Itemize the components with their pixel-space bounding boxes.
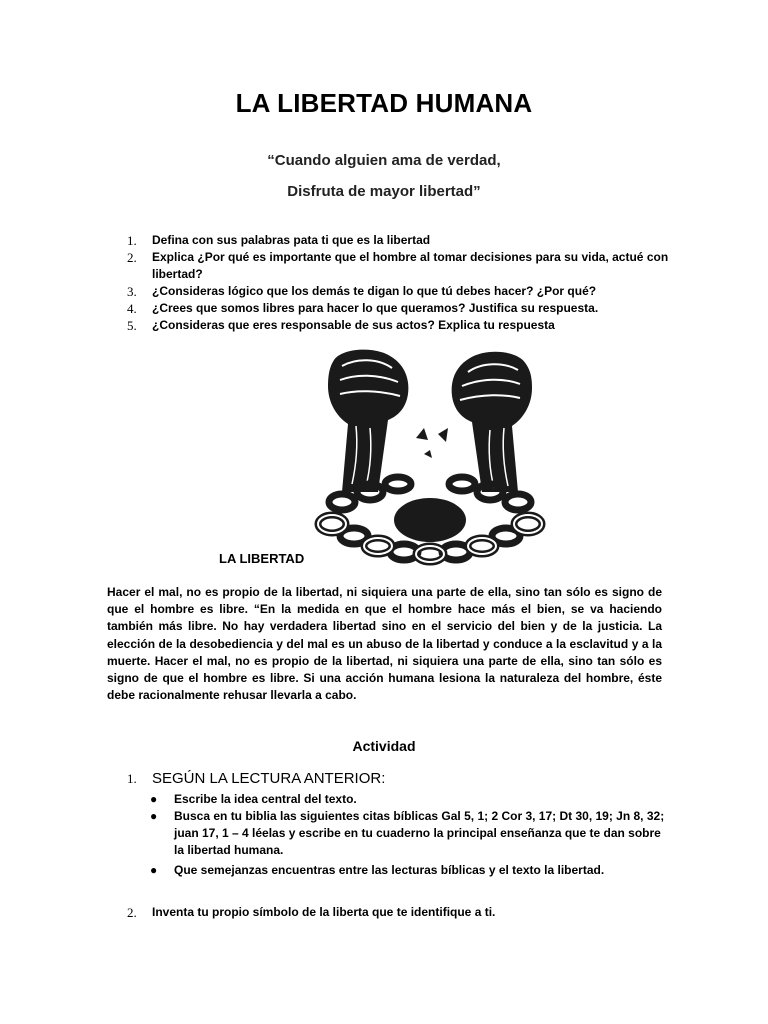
question-text: Defina con sus palabras pata ti que es la libertad xyxy=(152,233,431,247)
bullet-icon: ● xyxy=(150,863,158,877)
question-item xyxy=(127,232,687,249)
activity-item-label: SEGÚN LA LECTURA ANTERIOR: xyxy=(152,770,386,787)
question-number: 5. xyxy=(127,318,137,333)
activity-heading: Actividad xyxy=(352,738,416,754)
reading-heading: LA LIBERTAD xyxy=(219,551,305,566)
bullet-icon: ● xyxy=(150,792,158,806)
page-title: LA LIBERTAD HUMANA xyxy=(235,88,533,118)
list-item xyxy=(148,808,668,859)
question-number: 3. xyxy=(127,284,137,299)
question-item xyxy=(127,317,687,334)
list-item xyxy=(148,862,668,879)
bullet-icon: ● xyxy=(150,809,158,823)
bullet-text: Escribe la idea central del texto. xyxy=(174,792,357,806)
question-item xyxy=(127,283,687,300)
reading-paragraph xyxy=(107,584,662,704)
question-number: 1. xyxy=(127,233,137,248)
question-text: Explica ¿Por qué es importante que el hombre al tomar decisiones para su vida, actué con libertad? xyxy=(152,250,669,281)
quote-line-2: Disfruta de mayor libertad” xyxy=(287,183,481,200)
question-text: ¿Consideras lógico que los demás te digan lo que tú debes hacer? ¿Por qué? xyxy=(152,284,597,298)
bullet-text: Busca en tu biblia las siguientes citas bíblicas Gal 5, 1; 2 Cor 3, 17; Dt 30, 19; Jn 8, 32; juan 17, 1 – 4 léelas y escribe en tu cuaderno la principal enseñanza que te dan sobre la libertad humana. xyxy=(174,809,665,857)
bullet-text: Que semejanzas encuentras entre las lecturas bíblicas y el texto la libertad. xyxy=(174,863,605,877)
question-item xyxy=(127,249,687,283)
activity-number: 1. xyxy=(127,771,137,786)
question-list xyxy=(127,232,687,334)
activity-bullet-list xyxy=(148,791,668,879)
activity-number: 2. xyxy=(127,905,137,920)
reading-text: Hacer el mal, no es propio de la libertad, ni siquiera una parte de ella, sino tan sólo es signo de que el hombre es libre. “En la medida en que el hombre hace más el bien, se va haciendo también más libre. No hay verdadera libertad sino en el servicio del bien y de la justicia. La elección de la desobediencia y del mal es un abuso de la libertad y conduce a la esclavitud y a la muerte. Hacer el mal, no es propio de la libertad, ni siquiera una parte de ella, sino tan sólo es signo de que el hombre es libre. Si una acción humana lesiona la naturaleza del hombre, éste debe racionalmente rehusar llevarla a cabo. xyxy=(107,585,662,703)
list-item xyxy=(148,791,668,808)
question-number: 4. xyxy=(127,301,137,316)
question-text: ¿Consideras que eres responsable de sus actos? Explica tu respuesta xyxy=(152,318,555,332)
question-text: ¿Crees que somos libres para hacer lo que queramos? Justifica su respuesta. xyxy=(152,301,599,315)
broken-chains-fists-icon xyxy=(312,342,548,572)
question-item xyxy=(127,300,687,317)
activity-item-text: Inventa tu propio símbolo de la liberta que te identifique a ti. xyxy=(152,905,496,919)
question-number: 2. xyxy=(127,250,137,265)
quote-line-1: “Cuando alguien ama de verdad, xyxy=(267,152,501,169)
